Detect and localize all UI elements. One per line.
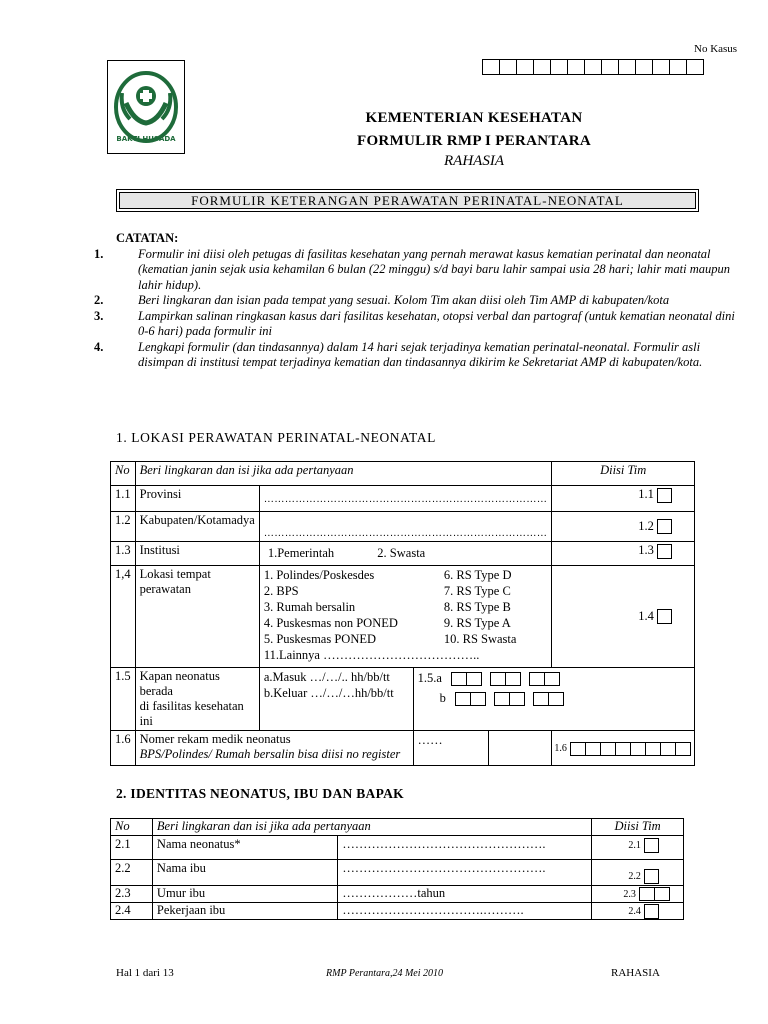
hdr-tim: Diisi Tim — [552, 462, 695, 486]
tim-box[interactable] — [657, 544, 672, 559]
row-no: 1.5 — [111, 668, 136, 731]
note-item: 3. Lampirkan salinan ringkasan kasus dari fasilitas kesehatan, otopsi verbal dan partograf (untuk kematian neonatal dini 0-6 hari) pada formulir ini — [94, 308, 735, 338]
row-no: 2.2 — [111, 860, 153, 886]
lokasi-option[interactable]: 9. RS Type A — [443, 616, 511, 630]
pekerjaan-ibu-input[interactable]: …………………………….………. — [338, 903, 592, 920]
form-title: FORMULIR RMP I PERANTARA — [357, 133, 591, 149]
lokasi-option[interactable]: 3. Rumah bersalin — [263, 600, 356, 614]
section1-title: 1. LOKASI PERAWATAN PERINATAL-NEONATAL — [116, 430, 436, 445]
confidential-title: RAHASIA — [444, 153, 504, 169]
tim-label: 1.3 — [638, 543, 654, 557]
nama-neonatus-input[interactable]: …………………………………………. — [338, 836, 592, 860]
tim-box[interactable] — [644, 869, 659, 884]
notes — [94, 231, 736, 371]
tim-label: 2.3 — [623, 889, 636, 900]
rekam-medik-note: BPS/Polindes/ Rumah bersalin bisa diisi no register — [139, 747, 401, 761]
lokasi-option[interactable]: 5. Puskesmas PONED — [263, 632, 377, 646]
lokasi-option[interactable]: 10. RS Swasta — [443, 632, 517, 646]
tim-box[interactable] — [657, 519, 672, 534]
tim-box[interactable] — [657, 488, 672, 503]
kabupaten-input[interactable]: ……………………………………………………………………… — [263, 528, 548, 539]
no-kasus-boxes[interactable] — [482, 59, 703, 75]
lokasi-label: perawatan — [139, 582, 191, 596]
tanggal-keluar-input[interactable]: b.Keluar …/…/…hh/bb/tt — [263, 686, 394, 700]
nama-ibu-input[interactable]: …………………………………………. — [338, 860, 592, 886]
pekerjaan-ibu-label: Pekerjaan ibu — [152, 903, 337, 920]
lokasi-option[interactable]: 6. RS Type D — [443, 568, 512, 582]
lokasi-option[interactable]: 2. BPS — [263, 584, 299, 598]
row-no: 1.2 — [111, 512, 136, 542]
form-banner — [116, 189, 699, 212]
no-kasus-label: No Kasus — [694, 43, 738, 55]
footer-page: Hal 1 dari 13 — [116, 967, 174, 979]
tim-label: b — [439, 691, 446, 706]
tim-box[interactable] — [657, 609, 672, 624]
nama-neonatus-label: Nama neonatus* — [152, 836, 337, 860]
umur-ibu-input[interactable]: ………………tahun — [338, 886, 592, 903]
hdr-no: No — [111, 462, 136, 486]
hdr-question: Beri lingkaran dan isi jika ada pertanyaan — [152, 819, 591, 836]
row-no: 1.3 — [111, 542, 136, 566]
tim-box[interactable] — [644, 838, 659, 853]
hdr-tim: Diisi Tim — [592, 819, 684, 836]
section1-table — [110, 461, 695, 766]
notes-heading: CATATAN: — [116, 231, 179, 245]
hdr-question: Beri lingkaran dan isi jika ada pertanyaan — [135, 462, 552, 486]
lokasi-option-lainnya[interactable]: 11.Lainnya ……………………………….. — [263, 648, 480, 662]
row-no: 1.6 — [111, 731, 136, 766]
provinsi-label: Provinsi — [135, 486, 259, 512]
provinsi-input[interactable]: ……………………………………………………………………… — [263, 494, 548, 505]
logo — [107, 60, 185, 154]
row-no: 2.3 — [111, 886, 153, 903]
lokasi-option[interactable]: 7. RS Type C — [443, 584, 511, 598]
date-boxes[interactable] — [529, 671, 559, 686]
tim-label: 1.4 — [638, 608, 654, 623]
kapan-label: di fasilitas kesehatan ini — [139, 699, 244, 728]
date-boxes[interactable] — [451, 671, 481, 686]
footer-confidential: RAHASIA — [611, 967, 660, 979]
tim-label: 1.1 — [638, 487, 654, 501]
tanggal-masuk-input[interactable]: a.Masuk …/…/.. hh/bb/tt — [263, 670, 390, 684]
rekam-medik-input[interactable]: …… — [414, 731, 489, 765]
section2-table — [110, 818, 684, 920]
row-no: 1.1 — [111, 486, 136, 512]
tim-label: 2.2 — [628, 871, 641, 883]
banner-text: FORMULIR KETERANGAN PERAWATAN PERINATAL-NEONATAL — [119, 192, 696, 209]
tim-label: 2.1 — [628, 840, 641, 851]
row-no: 2.1 — [111, 836, 153, 860]
institusi-label: Institusi — [135, 542, 259, 566]
kapan-label: Kapan neonatus berada — [139, 669, 220, 698]
date-boxes[interactable] — [494, 691, 524, 706]
hdr-no: No — [111, 819, 153, 836]
tim-box[interactable] — [644, 904, 659, 919]
option-swasta[interactable]: 2. Swasta — [377, 546, 426, 560]
logo-text: BAKTI HUSADA — [116, 135, 176, 143]
nama-ibu-label: Nama ibu — [152, 860, 337, 886]
note-item: 4. Lengkapi formulir (dan tindasannya) dalam 14 hari sejak terjadinya kematian perinatal-neonatal. Formulir asli disimpan di institusi tempat terjadinya kematian dan tindasannya dikirim ke Sekretariat AMP di kabupaten/kota. — [94, 339, 703, 369]
lokasi-option[interactable]: 4. Puskesmas non PONED — [263, 616, 398, 630]
section2-title: 2. IDENTITAS NEONATUS, IBU DAN BAPAK — [116, 786, 404, 801]
rekam-medik-label: Nomer rekam medik neonatus — [139, 732, 291, 746]
lokasi-option[interactable]: 1. Polindes/Poskesdes — [263, 568, 375, 582]
lokasi-option[interactable]: 8. RS Type B — [443, 600, 511, 614]
note-item: 2. Beri lingkaran dan isian pada tempat yang sesuai. Kolom Tim akan diisi oleh Tim AMP di kabupaten/kota — [94, 293, 670, 307]
row-no: 2.4 — [111, 903, 153, 920]
lokasi-label: Lokasi tempat — [139, 567, 211, 581]
date-boxes[interactable] — [490, 671, 520, 686]
row-no: 1,4 — [111, 566, 136, 668]
umur-ibu-label: Umur ibu — [152, 886, 337, 903]
bakti-husada-logo — [108, 61, 184, 153]
date-boxes[interactable] — [455, 691, 485, 706]
tim-label: 1.2 — [638, 518, 654, 533]
date-boxes[interactable] — [533, 691, 563, 706]
footer-center: RMP Perantara,24 Mei 2010 — [326, 968, 444, 979]
rekam-medik-boxes[interactable] — [570, 740, 690, 754]
tim-label: 2.4 — [628, 906, 641, 917]
option-pemerintah[interactable]: 1.Pemerintah — [267, 546, 335, 560]
ministry-title: KEMENTERIAN KESEHATAN — [365, 110, 583, 126]
tim-label: 1.6 — [554, 743, 567, 755]
kabupaten-label: Kabupaten/Kotamadya — [135, 512, 259, 542]
tim-label: 1.5.a — [417, 671, 442, 685]
umur-boxes[interactable] — [639, 886, 669, 900]
note-item: 1. Formulir ini diisi oleh petugas di fasilitas kesehatan yang pernah merawat kasus kematian perinatal dan neonatal (kematian janin sejak usia kehamilan 6 bulan (22 minggu) s/d bayi baru lahir sampai usia 28 hari; lahir mati maupun lahir hidup). — [94, 246, 730, 292]
